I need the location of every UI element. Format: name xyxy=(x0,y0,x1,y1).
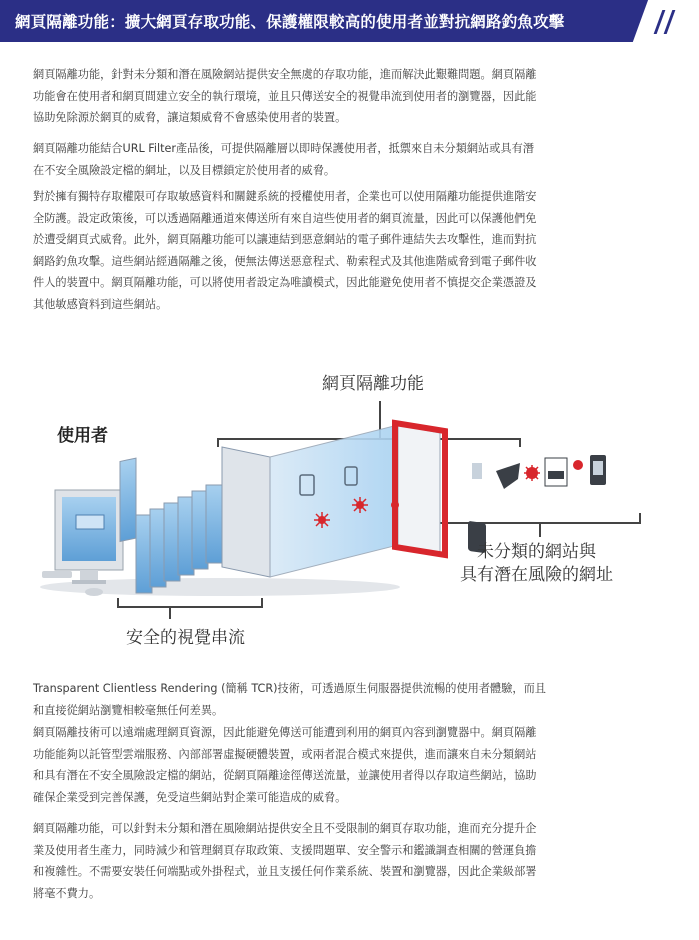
isolation-container xyxy=(222,423,445,577)
body-paragraph-2: 網頁隔離技術可以遠端處理網頁資源，因此能避免傳送可能遭到利用的網頁內容到瀏覽器中。網頁隔離 功能能夠以託管型雲端服務、內部部署虛擬硬體裝置，或兩者混合模式來提供，進而讓來自未分類網站 和具有潛在不安全風險設定檔的網站，從網頁隔離途徑傳送流量，並讓使用者得以存取這些網站，協助 確保企業受到完善保護，免受這些網站對企業可能造成的威脅。 xyxy=(33,726,537,804)
stream-bracket xyxy=(118,598,262,619)
diagram-art xyxy=(0,355,699,655)
intro-paragraph-3: 對於擁有獨特存取權限可存取敏感資料和關鍵系統的授權使用者，企業也可以使用隔離功能提供進階安 全防護。設定政策後，可以透過隔離通道來傳送所有來自這些使用者的網頁流量，因此可以保護他們免 於遭受網頁式威脅。此外，網頁隔離功能可以讓連結到惡意網站的電子郵件連結失去攻擊性，進而對抗 網路釣魚攻擊。這些網站經過隔離之後，便無法傳送惡意程式、勒索程式及其他進階威脅到電子郵件收 件人的裝置中。網頁隔離功能，可以將使用者設定為唯讀模式，因此能避免使用者不慎提交企業憑證及 其他敏感資料到這些網站。 xyxy=(33,190,537,311)
intro-paragraph-2: 網頁隔離功能結合URL Filter產品後，可提供隔離層以即時保護使用者，抵禦來自未分類網站或具有潛 在不安全風險設定檔的網址，以及目標鎖定於使用者的威脅。 xyxy=(33,142,534,177)
header-corner xyxy=(628,0,699,42)
page-title: 網頁隔離功能：擴大網頁存取功能、保護權限較高的使用者並對抗網路釣魚攻擊 xyxy=(15,13,565,31)
label-stream: 安全的視覺串流 xyxy=(126,628,245,648)
label-isolation: 網頁隔離功能 xyxy=(322,374,424,394)
body-paragraph-3: 網頁隔離功能，可以針對未分類和潛在風險網站提供安全且不受限制的網頁存取功能，進而充分提升企 業及使用者生產力，同時減少和管理網頁存取政策、支援問題單、安全警示和鑑識調查相關的營運負擔 和複雜性。不需要安裝任何端點或外掛程式，並且支援任何作業系統、裝置和瀏覽器，因此企業級部署 將毫不費力。 xyxy=(33,822,537,900)
body-paragraph-1: Transparent Clientless Rendering (簡稱 TCR)技術，可透過原生伺服器提供流暢的使用者體驗，而且 和直接從網站瀏覽相較毫無任何差異。 xyxy=(33,682,546,717)
threat-icons xyxy=(468,455,606,553)
page-header xyxy=(0,0,699,42)
label-user: 使用者 xyxy=(57,426,108,446)
label-uncategorized: 未分類的網站與 具有潛在風險的網址 xyxy=(460,542,613,585)
visual-stream-frames xyxy=(120,458,222,593)
intro-paragraph-1: 網頁隔離功能，針對未分類和潛在風險網站提供安全無虞的存取功能，進而解決此艱難問題。網頁隔離 功能會在使用者和網頁間建立安全的執行環境，並且只傳送安全的視覺串流到使用者的瀏覽器，因此能 協助免除源於網頁的威脅，讓這類威脅不會感染使用者的裝置。 xyxy=(33,68,537,124)
isolation-diagram xyxy=(0,355,699,655)
